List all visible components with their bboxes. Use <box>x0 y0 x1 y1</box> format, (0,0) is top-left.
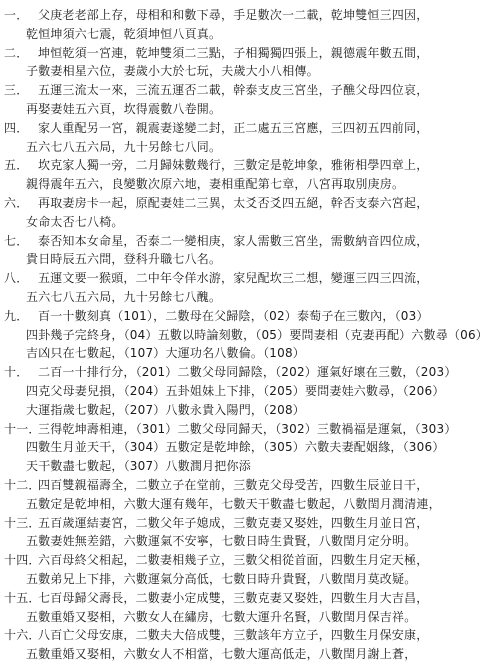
verse-number: 十一． <box>4 421 41 436</box>
verse-line: 女命太否七八椅。 <box>26 214 124 229</box>
verse-entry <box>4 119 494 157</box>
verse-line: 四克父母妻兒損，（204）五卦姐妹上下排，（205）要問妻娃六數尋，（206） <box>26 383 445 398</box>
verse-line-text: 五運三流太一來，三流五運否二載，幹泰支皮三宮坐，子醮父母四位哀， <box>38 83 429 98</box>
verse-entry <box>4 363 494 419</box>
verse-line-text: 四百雙親福壽全，二數立子在堂前，三數克父母受苦，四數生辰並日干， <box>38 477 429 492</box>
verse-line: 五數重婚又娶相，六數女人不相當，七數大運高低走，八數閏月謝上蒼， <box>26 647 417 662</box>
verse-line-text: 三得乾坤壽相連，（301）二數父母同歸天，（302）三數禍福是運氣，（303） <box>38 421 457 436</box>
verse-line: 親得震年五六，良變數次原六地，妻相重配第七章，八宮再取別庚房。 <box>26 177 405 192</box>
verse-first-line <box>4 6 494 25</box>
verse-first-line <box>4 363 494 382</box>
verse-first-line <box>4 307 494 326</box>
verse-line-text: 八百亡父母安康，二數夫大倍成雙，三數該年方立子，四數生月保安康， <box>38 628 429 643</box>
verse-line: 五數定是乾坤相，六數大運有幾年，七數天干數盡七數起，八數閏月潤清連， <box>26 496 441 511</box>
verse-line: 乾恒坤須六七震，乾須坤恒八頁真。 <box>26 26 222 41</box>
verse-first-line <box>4 81 494 100</box>
verse-entry <box>4 514 494 552</box>
verse-entry <box>4 44 494 82</box>
verse-number: 十五． <box>4 590 41 605</box>
verse-line: 四數生月並天干，（304）五數定是乾坤餘，（305）六數夫妻配姻緣，（306） <box>26 440 445 455</box>
verse-line-text: 五運文要一猴頭，二中年令佯水游，家兒配坎三二想，變運三四三四流， <box>38 271 429 286</box>
verse-first-line <box>4 626 494 645</box>
verse-number: 一． <box>4 8 29 22</box>
verse-first-line <box>4 269 494 288</box>
verse-entry <box>4 269 494 307</box>
verse-number: 六． <box>4 195 29 210</box>
verse-entry <box>4 6 494 44</box>
verse-entry <box>4 551 494 589</box>
verse-line-text: 父庚老老部上存，母相和和數下尋，手足數次一二載，乾坤雙恒三四因， <box>38 8 429 22</box>
verse-line-text: 再取妻房卡一起，原配妻娃二三異，太爻否爻四五絕，幹否支泰六宮起， <box>38 195 429 210</box>
verse-number: 四． <box>4 120 29 135</box>
verse-line: 五六七八五六局，九十另餘七八醜。 <box>26 289 222 304</box>
verse-line: 五數妻姓無差錯，六數運氣不安寧，七數日時生貴賢，八數閏月定分明。 <box>26 534 417 549</box>
verse-line: 五六七八五六局，九十另餘七八同。 <box>26 139 222 154</box>
verse-number: 十六． <box>4 628 41 643</box>
verse-number: 十． <box>4 365 29 380</box>
verse-first-line <box>4 514 494 533</box>
verse-line-text: 泰否知本女命星，否泰二一變相庚，家人需數三宮坐，需數納音四位成， <box>38 233 429 248</box>
verse-line: 子數妻相星六位，妻歲小大於七玩，夫歲大小八相傳。 <box>26 64 319 79</box>
verse-line-text: 二百一十排行分，（201）二數父母同歸陰，（202）運氣好壞在三數，（203） <box>38 365 457 380</box>
verse-entry <box>4 307 494 363</box>
verse-line-text: 七百母歸父壽長，二數妻小定成雙，三數克妻又娶姓，四數生月大吉昌， <box>38 590 429 605</box>
verse-entry <box>4 626 494 664</box>
verse-number: 七． <box>4 233 29 248</box>
verse-entry <box>4 156 494 194</box>
verse-line: 五數重婚又娶相，六數女人在繡房，七數大運升名賢，八數閏月保吉祥。 <box>26 609 417 624</box>
verse-number: 二． <box>4 45 29 60</box>
verse-line: 貴日時辰五六問，登科升職七八名。 <box>26 252 222 267</box>
verse-number: 十三． <box>4 515 41 530</box>
verse-line-text: 家人重配另一宮，親震妻遂變二封，正二處五三宮應，三四初五四前同， <box>38 120 429 135</box>
verse-number: 十二． <box>4 477 41 492</box>
verse-first-line <box>4 44 494 63</box>
verse-line: 四卦幾子完終身，（04）五數以時論刻數，（05）要問妻相（克妻再配）六數尋（06） <box>26 327 489 342</box>
verse-line-text: 百一十數刻真（101），二數母在父歸陰，（02）泰萄子在三數內，（03） <box>38 308 429 323</box>
verse-line: 再娶妻娃五六頁，坎得震數八卷開。 <box>26 101 222 116</box>
verse-number: 九． <box>4 308 29 323</box>
verse-number: 八． <box>4 271 29 286</box>
verse-number: 三． <box>4 83 29 98</box>
verse-entry <box>4 420 494 476</box>
verse-first-line <box>4 156 494 175</box>
verse-line: 天干數盡七數起，（307）八數潤月把你添 <box>26 459 251 474</box>
verse-line: 吉凶只在七數起，（107）大運功名八數倫。（108） <box>26 346 306 361</box>
verse-number: 十四． <box>4 553 41 568</box>
verse-entry <box>4 232 494 270</box>
verse-first-line <box>4 420 494 439</box>
verse-line-text: 坤恒乾須一宮連，乾坤雙須二三點，子相獨獨四張上，親德震年數五間， <box>38 45 429 60</box>
verse-entry <box>4 589 494 627</box>
verse-number: 五． <box>4 158 29 173</box>
verse-first-line <box>4 119 494 138</box>
verse-first-line <box>4 194 494 213</box>
verse-line-text: 五百歲運結妻宮，二數父年子媳成，三數克妻又娶姓，四數生月並日宮， <box>38 515 429 530</box>
verse-line-text: 六百母終父相起，二數妻相幾子立，三數父相從首面，四數生月定天極， <box>38 553 429 568</box>
verse-line: 大運指歲七數起，（207）八數永貴入陽門，（208） <box>26 402 306 417</box>
verse-first-line <box>4 589 494 608</box>
verse-first-line <box>4 551 494 570</box>
verse-first-line <box>4 232 494 251</box>
verse-entry <box>4 194 494 232</box>
verse-entry <box>4 81 494 119</box>
verse-line-text: 坎克家人獨一旁，二月歸妹數幾行，三數定是乾坤象，雅術相學四章上， <box>38 158 429 173</box>
verse-first-line <box>4 476 494 495</box>
verse-line: 五數弟兄上下排，六數運氣分高低，七數日時升貴賢，八數閏月莫改疑。 <box>26 571 417 586</box>
verse-entry <box>4 476 494 514</box>
